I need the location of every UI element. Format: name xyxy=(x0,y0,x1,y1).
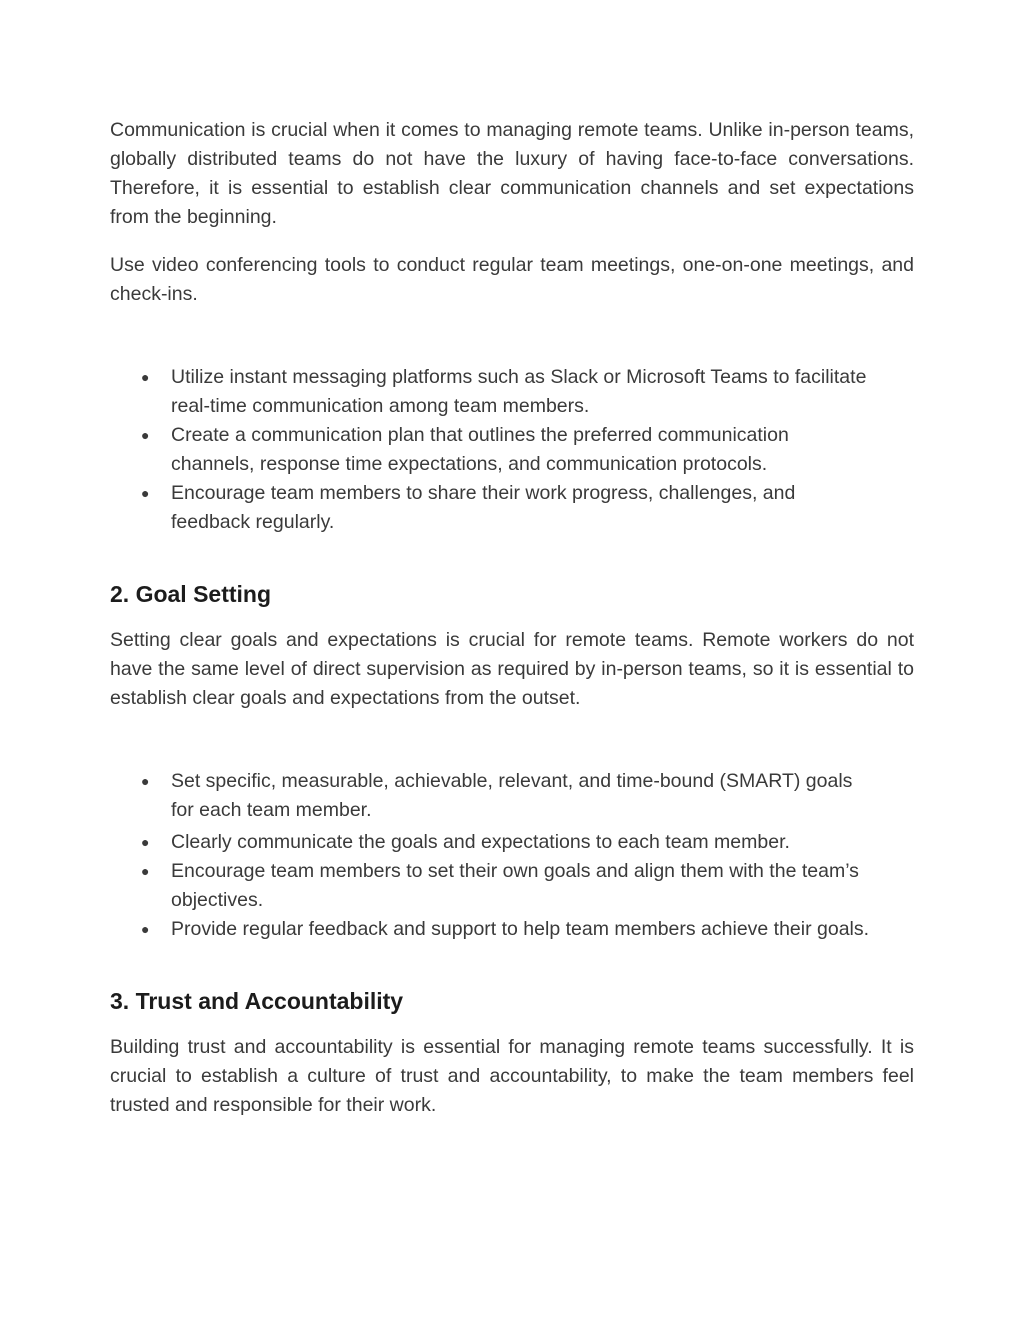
list-item-text: Set specific, measurable, achievable, relevant, and time-bound (SMART) goals for each team member. xyxy=(171,770,853,821)
list-item xyxy=(110,363,914,421)
list-item xyxy=(110,479,914,537)
list-item-text: Create a communication plan that outlines the preferred communication channels, response time expectations, and communication protocols. xyxy=(171,424,789,475)
bullet-icon: ● xyxy=(141,485,150,501)
bullet-icon: ● xyxy=(141,834,150,850)
trust-accountability-heading: 3. Trust and Accountability xyxy=(110,988,404,1014)
list-item xyxy=(110,915,914,944)
list-item-text: Encourage team members to set their own goals and align them with the team’s objectives. xyxy=(171,860,859,911)
list-item xyxy=(110,828,914,857)
list-item xyxy=(110,767,914,825)
list-item-text: Provide regular feedback and support to help team members achieve their goals. xyxy=(171,918,870,940)
list-item-text: Clearly communicate the goals and expectations to each team member. xyxy=(171,831,790,853)
trust-accountability-paragraph: Building trust and accountability is essential for managing remote teams successfully. It is crucial to establish a culture of trust and accountability, to make the team members feel trusted and responsible for their work. xyxy=(110,1036,914,1116)
bullet-icon: ● xyxy=(141,921,150,937)
communication-bullet-list xyxy=(110,363,914,537)
bullet-icon: ● xyxy=(141,863,150,879)
goal-setting-bullet-list xyxy=(110,767,914,944)
intro-paragraph-2: Use video conferencing tools to conduct regular team meetings, one-on-one meetings, and check-ins. xyxy=(110,254,914,305)
list-item xyxy=(110,857,914,915)
bullet-icon: ● xyxy=(141,427,150,443)
document-page xyxy=(110,116,914,1120)
list-item-text: Utilize instant messaging platforms such as Slack or Microsoft Teams to facilitate real-time communication among team members. xyxy=(171,366,867,417)
intro-paragraph-1: Communication is crucial when it comes to managing remote teams. Unlike in-person teams, globally distributed teams do not have the luxury of having face-to-face conversations. Therefore, it is essential to establish clear communication channels and set expectations from the beginning. xyxy=(110,119,914,228)
goal-setting-heading: 2. Goal Setting xyxy=(110,581,272,607)
list-item xyxy=(110,421,914,479)
bullet-icon: ● xyxy=(141,369,150,385)
goal-setting-paragraph: Setting clear goals and expectations is crucial for remote teams. Remote workers do not have the same level of direct supervision as required by in-person teams, so it is essential to establish clear goals and expectations from the outset. xyxy=(110,629,914,709)
list-item-text: Encourage team members to share their work progress, challenges, and feedback regularly. xyxy=(171,482,796,533)
bullet-icon: ● xyxy=(141,773,150,789)
